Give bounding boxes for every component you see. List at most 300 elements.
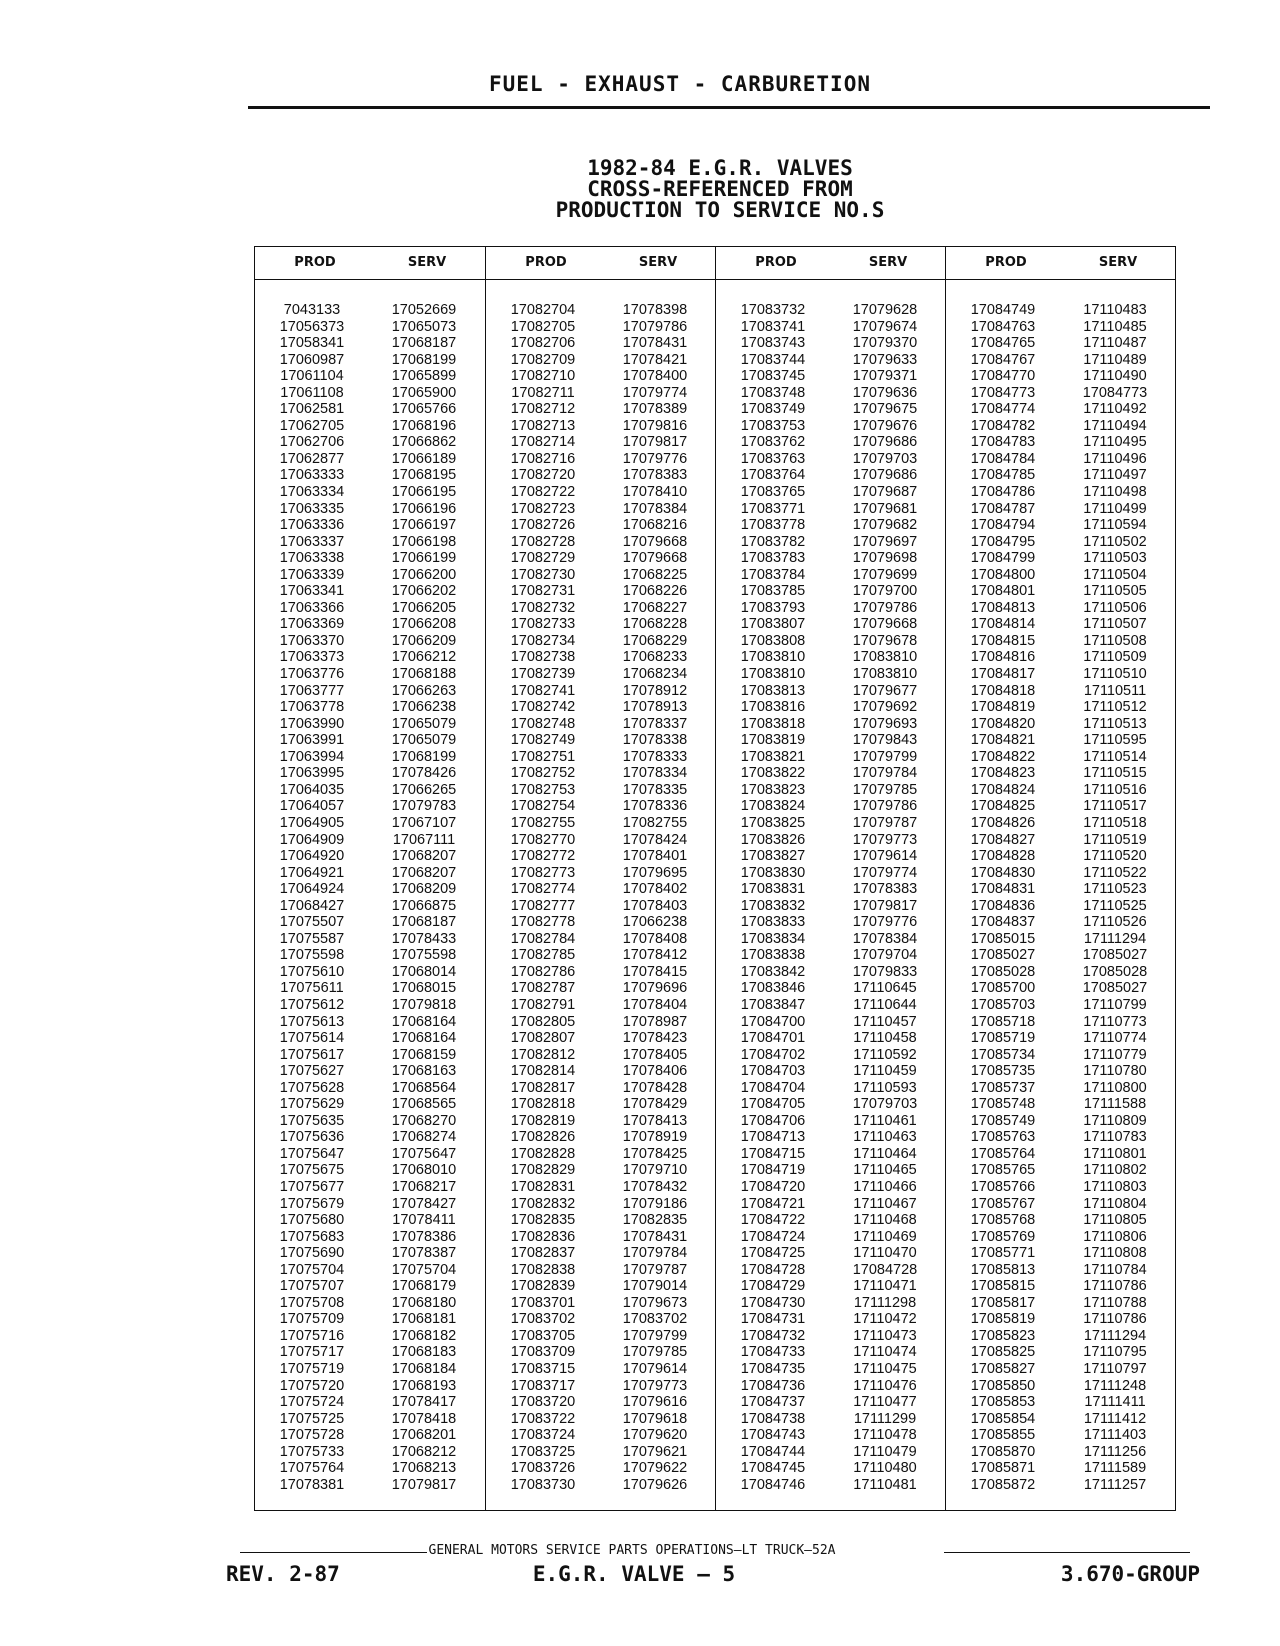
prod-number: 17082706 (510, 335, 576, 352)
table-row (946, 881, 1175, 898)
table-row (486, 302, 715, 319)
table-row (255, 865, 485, 882)
serv-number: 17068163 (391, 1063, 457, 1080)
serv-number: 17079703 (852, 1096, 918, 1113)
table-row (946, 1129, 1175, 1146)
serv-number: 17066198 (391, 533, 457, 550)
serv-number: 17110479 (853, 1443, 917, 1460)
serv-number: 17068015 (391, 980, 457, 997)
table-row (486, 335, 715, 352)
serv-number: 17079621 (622, 1443, 688, 1460)
prod-number: 17083810 (740, 649, 806, 666)
serv-number: 17083702 (622, 1311, 688, 1328)
table-row (255, 881, 485, 898)
table-row (716, 732, 945, 749)
prod-number: 17063370 (279, 632, 345, 649)
table-row (255, 997, 485, 1014)
serv-number: 17079818 (391, 996, 457, 1013)
prod-number: 17082814 (510, 1063, 576, 1080)
serv-number: 17068182 (391, 1327, 457, 1344)
serv-number: 17110506 (1083, 599, 1147, 616)
prod-number: 17063777 (279, 682, 345, 699)
table-row (486, 1427, 715, 1444)
prod-number: 17060987 (279, 351, 345, 368)
prod-number: 17084795 (970, 533, 1036, 550)
serv-number: 17068234 (622, 666, 688, 683)
prod-number: 17083833 (740, 914, 806, 931)
serv-number: 17111588 (1083, 1096, 1147, 1113)
table-row (716, 401, 945, 418)
table-row (255, 484, 485, 501)
serv-number: 17068274 (391, 1129, 457, 1146)
serv-number: 17110805 (1083, 1212, 1147, 1229)
serv-number: 17110802 (1083, 1162, 1147, 1179)
prod-number: 17083810 (740, 666, 806, 683)
prod-number: 17082784 (510, 930, 576, 947)
serv-number: 17110804 (1083, 1195, 1147, 1212)
serv-number: 17066238 (391, 699, 457, 716)
table-row (486, 418, 715, 435)
table-row (716, 798, 945, 815)
table-row (255, 782, 485, 799)
serv-number: 17085028 (1082, 963, 1148, 980)
serv-number: 17068159 (391, 1046, 457, 1063)
prod-number: 17085850 (970, 1377, 1036, 1394)
serv-number: 17110490 (1083, 368, 1147, 385)
serv-number: 17110471 (853, 1278, 917, 1295)
prod-number: 17064057 (279, 798, 345, 815)
serv-number: 17110511 (1083, 682, 1147, 699)
serv-number: 17110487 (1083, 335, 1147, 352)
table-row (716, 583, 945, 600)
prod-number: 17084765 (970, 335, 1036, 352)
serv-number: 17110645 (853, 980, 917, 997)
prod-number: 17085749 (970, 1112, 1036, 1129)
table-row (716, 898, 945, 915)
prod-number: 17083745 (740, 368, 806, 385)
prod-number: 17083825 (740, 814, 806, 831)
table-row (946, 1030, 1175, 1047)
prod-number: 17083830 (740, 864, 806, 881)
serv-number: 17110459 (853, 1063, 917, 1080)
serv-number: 17075704 (391, 1261, 457, 1278)
table-row (486, 1278, 715, 1295)
serv-number: 17110514 (1083, 748, 1147, 765)
table-row (946, 732, 1175, 749)
table-row (946, 451, 1175, 468)
table-row (486, 1344, 715, 1361)
table-row (255, 1245, 485, 1262)
prod-number: 17063337 (279, 533, 345, 550)
prod-number: 17084732 (740, 1327, 806, 1344)
prod-number: 17082828 (510, 1145, 576, 1162)
prod-number: 17075613 (279, 1013, 345, 1030)
prod-number: 17082709 (510, 351, 576, 368)
serv-number: 17068195 (391, 467, 457, 484)
prod-number: 17082751 (510, 748, 576, 765)
prod-number: 17083765 (740, 484, 806, 501)
table-row (486, 1460, 715, 1477)
serv-number: 17079784 (852, 765, 918, 782)
prod-number: 17082711 (511, 384, 575, 401)
prod-number: 17083763 (740, 450, 806, 467)
serv-number: 17078421 (622, 351, 688, 368)
serv-number: 17066200 (391, 566, 457, 583)
table-row (716, 1063, 945, 1080)
prod-number: 17082831 (510, 1178, 576, 1195)
table-row (716, 865, 945, 882)
table-row (716, 616, 945, 633)
serv-number: 17079785 (852, 781, 918, 798)
prod-number: 17084773 (970, 384, 1036, 401)
prod-number: 17083847 (740, 996, 806, 1013)
prod-number: 17082773 (510, 864, 576, 881)
prod-number: 17082749 (510, 732, 576, 749)
serv-number: 17078387 (391, 1245, 457, 1262)
prod-number: 17083793 (740, 599, 806, 616)
serv-number: 17083810 (852, 649, 918, 666)
prod-number: 17084720 (740, 1178, 806, 1195)
prod-number: 17058341 (279, 335, 345, 352)
table-row (946, 1063, 1175, 1080)
prod-number: 17082812 (510, 1046, 576, 1063)
prod-number: 17075707 (279, 1278, 345, 1295)
serv-number: 17079833 (852, 963, 918, 980)
table-row (946, 352, 1175, 369)
table-row (716, 1444, 945, 1461)
table-row (255, 352, 485, 369)
table-row (946, 1229, 1175, 1246)
prod-number: 17075610 (279, 963, 345, 980)
table-row (486, 1080, 715, 1097)
serv-number: 17110463 (853, 1129, 917, 1146)
prod-number: 17084735 (740, 1361, 806, 1377)
table-row (255, 716, 485, 733)
prod-number: 17082778 (510, 914, 576, 931)
table-row (255, 1229, 485, 1246)
prod-number: 17082731 (510, 583, 576, 600)
prod-number: 17078381 (279, 1476, 345, 1493)
serv-number: 17068196 (391, 417, 457, 434)
table-row (946, 1444, 1175, 1461)
serv-number: 17110806 (1083, 1228, 1147, 1245)
serv-number: 17079817 (391, 1476, 457, 1493)
table-row (716, 633, 945, 650)
prod-number: 17082739 (510, 666, 576, 683)
table-row (486, 517, 715, 534)
serv-number: 17111257 (1083, 1476, 1147, 1493)
serv-number: 17079626 (622, 1476, 688, 1493)
serv-number: 17079371 (852, 368, 918, 385)
serv-number: 17078405 (622, 1046, 688, 1063)
serv-number: 17110458 (853, 1030, 917, 1047)
table-row (486, 1014, 715, 1031)
serv-number: 17065073 (391, 318, 457, 335)
prod-number: 17084719 (740, 1162, 806, 1179)
prod-number: 17084715 (740, 1145, 806, 1162)
table-row (716, 352, 945, 369)
prod-number: 17082838 (510, 1261, 576, 1278)
prod-number: 17083821 (740, 748, 806, 765)
table-row (486, 931, 715, 948)
prod-number: 17083783 (740, 550, 806, 567)
prod-number: 17063373 (279, 649, 345, 666)
serv-number: 17068188 (391, 666, 457, 683)
prod-number: 17075617 (279, 1046, 345, 1063)
table-row (946, 1427, 1175, 1444)
table-panel-4 (945, 247, 1175, 1510)
prod-number: 17075733 (279, 1443, 345, 1460)
serv-number: 17110469 (853, 1228, 917, 1245)
prod-number: 17083827 (740, 848, 806, 865)
prod-number: 17082791 (510, 996, 576, 1013)
table-row (946, 368, 1175, 385)
table-row (255, 418, 485, 435)
table-row (255, 931, 485, 948)
table-row (486, 1477, 715, 1494)
serv-number: 17110498 (1083, 484, 1147, 501)
panel-rows (946, 302, 1175, 1493)
table-row (946, 898, 1175, 915)
prod-number: 17061108 (280, 384, 344, 401)
table-row (486, 534, 715, 551)
prod-number: 17083807 (740, 616, 806, 633)
prod-number: 17085015 (970, 930, 1036, 947)
table-row (255, 600, 485, 617)
serv-number: 17110461 (853, 1112, 917, 1129)
panel-header (255, 247, 485, 280)
prod-number: 17082774 (510, 881, 576, 898)
prod-number: 17082712 (510, 401, 576, 418)
prod-number: 17075724 (279, 1394, 345, 1411)
column-header-serv: SERV (868, 255, 908, 270)
table-row (716, 931, 945, 948)
serv-number: 17079774 (852, 864, 918, 881)
prod-number: 17083715 (510, 1361, 576, 1377)
table-row (486, 1063, 715, 1080)
table-row (716, 947, 945, 964)
table-row (946, 1460, 1175, 1477)
prod-number: 17084701 (740, 1030, 806, 1047)
prod-number: 17084705 (740, 1096, 806, 1113)
prod-number: 17085028 (970, 963, 1036, 980)
prod-number: 17085764 (970, 1145, 1036, 1162)
prod-number: 17075717 (279, 1344, 345, 1361)
serv-number: 17078432 (622, 1178, 688, 1195)
prod-number: 17084767 (970, 351, 1036, 368)
serv-number: 17078426 (391, 765, 457, 782)
table-row (716, 848, 945, 865)
prod-number: 17075677 (279, 1178, 345, 1195)
serv-number: 17110786 (1083, 1278, 1147, 1295)
serv-number: 17078384 (852, 930, 918, 947)
prod-number: 17083818 (740, 715, 806, 732)
table-row (716, 1477, 945, 1494)
prod-number: 17083819 (740, 732, 806, 749)
table-row (716, 1113, 945, 1130)
serv-number: 17079668 (622, 550, 688, 567)
panel-header (946, 247, 1175, 280)
prod-number: 17082729 (510, 550, 576, 567)
prod-number: 17083702 (510, 1311, 576, 1328)
column-header-prod: PROD (294, 255, 336, 270)
serv-number: 17079186 (622, 1195, 688, 1212)
prod-number: 17082786 (510, 963, 576, 980)
serv-number: 17079773 (852, 831, 918, 848)
prod-number: 17075683 (279, 1228, 345, 1245)
table-row (255, 1030, 485, 1047)
serv-number: 17110593 (853, 1079, 917, 1096)
prod-number: 17082826 (510, 1129, 576, 1146)
prod-number: 17063338 (279, 550, 345, 567)
table-row (946, 1212, 1175, 1229)
serv-number: 17111294 (1083, 930, 1147, 947)
prod-number: 17082817 (510, 1079, 576, 1096)
serv-number: 17111299 (853, 1410, 917, 1427)
table-row (486, 881, 715, 898)
prod-number: 17082753 (510, 781, 576, 798)
prod-number: 17063334 (279, 484, 345, 501)
table-row (716, 1229, 945, 1246)
serv-number: 17110470 (853, 1245, 917, 1262)
table-row (716, 319, 945, 336)
serv-number: 17078408 (622, 930, 688, 947)
prod-number: 17084786 (970, 484, 1036, 501)
prod-number: 17084713 (740, 1129, 806, 1146)
serv-number: 17110801 (1083, 1145, 1147, 1162)
serv-number: 17066875 (391, 897, 457, 914)
prod-number: 17085771 (970, 1245, 1036, 1262)
serv-number: 17066263 (391, 682, 457, 699)
serv-number: 17078403 (622, 897, 688, 914)
serv-number: 17110519 (1083, 831, 1147, 848)
serv-number: 17079673 (622, 1294, 688, 1311)
table-row (946, 1328, 1175, 1345)
title-line-3: PRODUCTION TO SERVICE NO.S (555, 198, 885, 222)
serv-number: 17079697 (852, 533, 918, 550)
table-row (255, 1196, 485, 1213)
serv-number: 17110523 (1083, 881, 1147, 898)
table-row (946, 914, 1175, 931)
serv-number: 17111298 (853, 1294, 917, 1311)
serv-number: 17110780 (1083, 1063, 1147, 1080)
prod-number: 17075598 (279, 947, 345, 964)
prod-number: 17082710 (510, 368, 576, 385)
serv-number: 17066209 (391, 632, 457, 649)
serv-number: 17078384 (622, 500, 688, 517)
serv-number: 17111256 (1083, 1443, 1147, 1460)
prod-number: 17082819 (510, 1112, 576, 1129)
prod-number: 17082720 (510, 467, 576, 484)
table-row (946, 765, 1175, 782)
table-row (255, 1278, 485, 1295)
serv-number: 17068199 (391, 748, 457, 765)
prod-number: 17084787 (970, 500, 1036, 517)
serv-number: 17078415 (622, 963, 688, 980)
table-row (716, 1047, 945, 1064)
table-panel-1 (255, 247, 485, 1510)
prod-number: 17082839 (510, 1278, 576, 1295)
table-row (946, 798, 1175, 815)
prod-number: 17075507 (279, 914, 345, 931)
prod-number: 17083762 (740, 434, 806, 451)
serv-number: 17110783 (1083, 1129, 1147, 1146)
table-row (946, 1179, 1175, 1196)
serv-number: 17110475 (853, 1361, 917, 1377)
table-row (255, 1311, 485, 1328)
prod-number: 17083722 (510, 1410, 576, 1427)
serv-number: 17068199 (391, 351, 457, 368)
serv-number: 17111403 (1083, 1427, 1147, 1444)
prod-number: 17083749 (740, 401, 806, 418)
serv-number: 17110509 (1083, 649, 1147, 666)
prod-number: 17084836 (970, 897, 1036, 914)
table-row (255, 848, 485, 865)
serv-number: 17110644 (853, 996, 917, 1013)
serv-number: 17079636 (852, 384, 918, 401)
prod-number: 17084703 (740, 1063, 806, 1080)
table-row (255, 1047, 485, 1064)
prod-number: 17083846 (740, 980, 806, 997)
prod-number: 17083748 (740, 384, 806, 401)
prod-number: 17083831 (740, 881, 806, 898)
table-row (946, 1245, 1175, 1262)
table-row (716, 550, 945, 567)
serv-number: 17110466 (853, 1178, 917, 1195)
table-row (486, 914, 715, 931)
table-row (946, 319, 1175, 336)
serv-number: 17078335 (622, 781, 688, 798)
prod-number: 17082836 (510, 1228, 576, 1245)
prod-number: 17075764 (279, 1460, 345, 1477)
prod-number: 17082805 (510, 1013, 576, 1030)
serv-number: 17110457 (853, 1013, 917, 1030)
table-row (486, 964, 715, 981)
prod-number: 17085817 (970, 1294, 1036, 1311)
prod-number: 17084820 (970, 715, 1036, 732)
serv-number: 17110474 (853, 1344, 917, 1361)
serv-number: 17079681 (852, 500, 918, 517)
prod-number: 17085737 (970, 1079, 1036, 1096)
table-row (946, 1080, 1175, 1097)
prod-number: 17085823 (970, 1327, 1036, 1344)
prod-number: 17084825 (970, 798, 1036, 815)
prod-number: 17084702 (740, 1046, 806, 1063)
prod-number: 17084704 (740, 1079, 806, 1096)
prod-number: 17085813 (970, 1261, 1036, 1278)
prod-number: 17083732 (740, 302, 806, 318)
prod-number: 17085854 (970, 1410, 1036, 1427)
prod-number: 17082748 (510, 715, 576, 732)
prod-number: 17084817 (970, 666, 1036, 683)
serv-number: 17110788 (1083, 1294, 1147, 1311)
serv-number: 17068164 (391, 1013, 457, 1030)
prod-number: 17082785 (510, 947, 576, 964)
table-row (946, 1477, 1175, 1494)
table-row (946, 716, 1175, 733)
table-row (486, 699, 715, 716)
table-row (255, 385, 485, 402)
table-row (486, 1179, 715, 1196)
prod-number: 17083816 (740, 699, 806, 716)
table-row (716, 1162, 945, 1179)
serv-number: 17110468 (853, 1212, 917, 1229)
serv-number: 17078424 (622, 831, 688, 848)
prod-number: 17083771 (740, 500, 806, 517)
table-row (946, 865, 1175, 882)
table-row (716, 1378, 945, 1395)
serv-number: 17078431 (622, 335, 688, 352)
